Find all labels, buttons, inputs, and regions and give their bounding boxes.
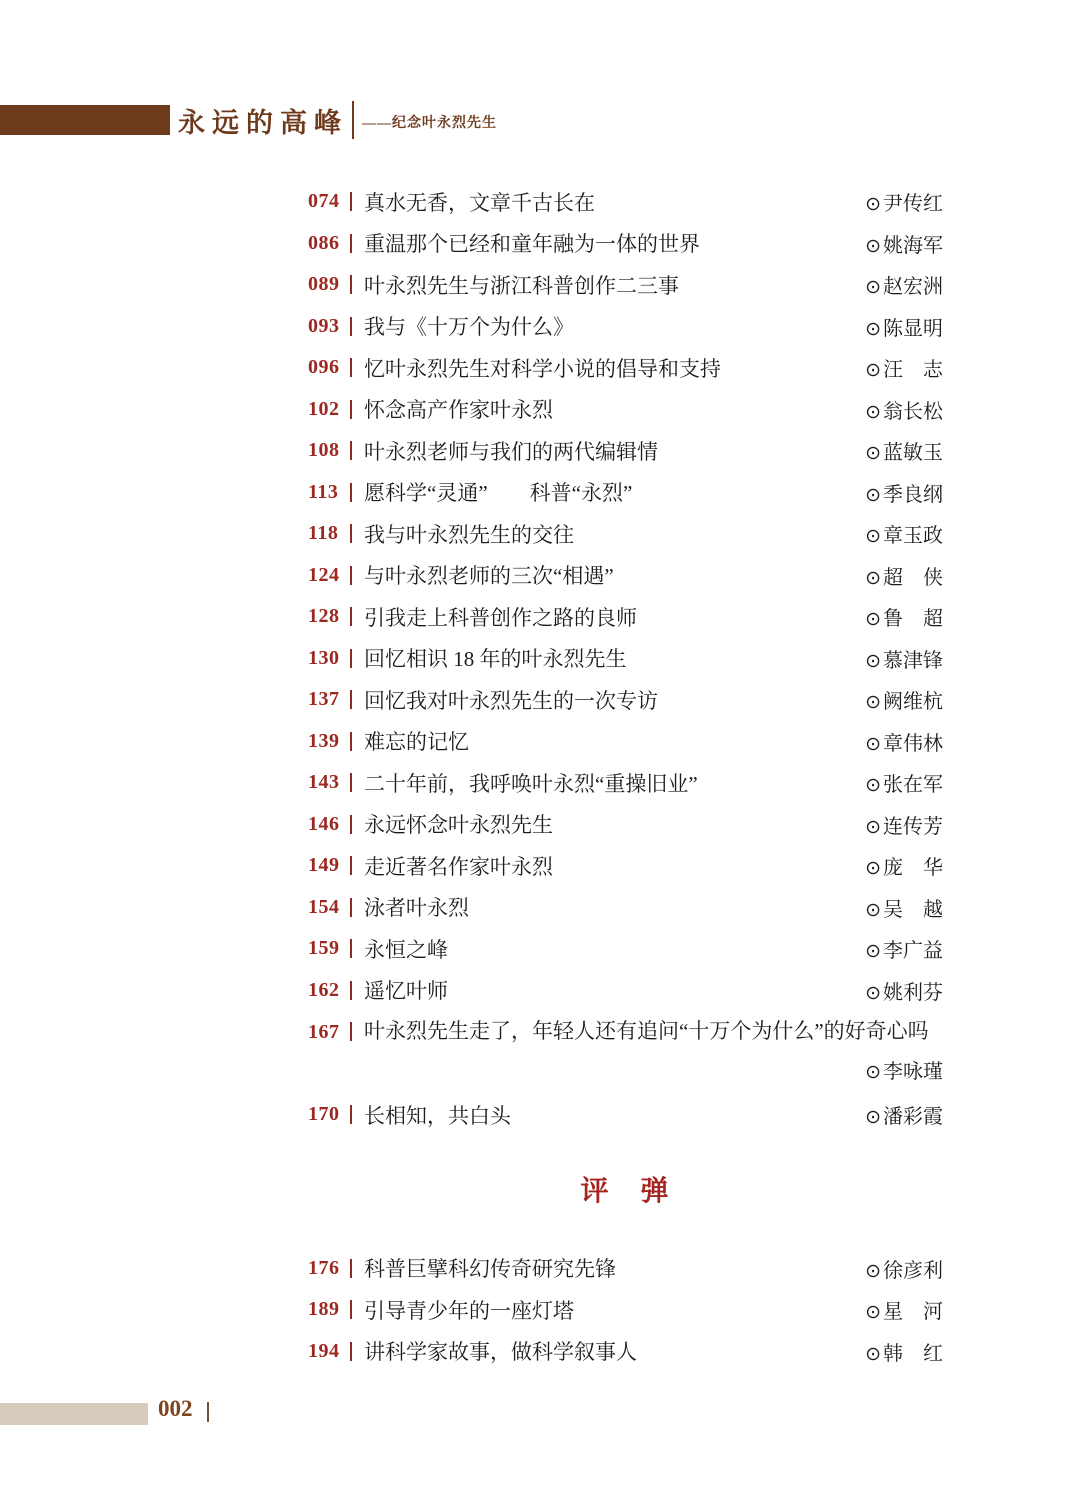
- toc-number-divider: [350, 607, 352, 626]
- toc-entry-title: 永恒之峰: [364, 937, 448, 962]
- toc-author: [865, 187, 943, 216]
- toc-entry: [308, 1248, 943, 1290]
- toc-number-divider: [350, 773, 352, 792]
- author-bullet-icon: ⊙: [865, 775, 881, 797]
- toc-entry-title: 真水无香，文章千古长在: [364, 190, 595, 215]
- toc-author: [865, 1061, 943, 1083]
- toc-author: [865, 768, 943, 797]
- toc-author-name: 陈显明: [883, 317, 943, 340]
- toc-entry-line: [308, 1331, 943, 1373]
- header-accent-bar: [0, 105, 170, 135]
- toc-entry-title: 走近著名作家叶永烈: [364, 854, 553, 879]
- toc-author-name: 阙维杭: [883, 691, 943, 714]
- toc-entry: [308, 928, 943, 970]
- toc-entry-line: [308, 679, 943, 721]
- toc-group-2: [308, 1248, 943, 1373]
- toc-author: [865, 395, 943, 424]
- toc-page-number: 149: [308, 854, 340, 877]
- toc-author: [865, 810, 943, 839]
- footer-divider: [207, 1402, 209, 1422]
- toc-number-divider: [350, 1259, 352, 1278]
- toc-entry-title: 我与《十万个为什么》: [364, 315, 574, 340]
- toc-number-divider: [350, 483, 352, 502]
- toc-entry: [308, 1289, 943, 1331]
- toc-entry: [308, 1011, 943, 1094]
- toc-entry-line: [308, 181, 943, 223]
- toc-entry: [308, 347, 943, 389]
- toc-entry-title: 叶永烈先生与浙江科普创作二三事: [364, 273, 679, 298]
- table-of-contents: [308, 181, 943, 1372]
- toc-number-divider: [350, 732, 352, 751]
- toc-entry-line: [308, 887, 943, 929]
- author-bullet-icon: ⊙: [865, 650, 881, 672]
- toc-entry-line: [308, 1011, 943, 1055]
- author-bullet-icon: ⊙: [865, 899, 881, 921]
- toc-number-divider: [350, 275, 352, 294]
- toc-author: [865, 851, 943, 880]
- toc-author-name: 庞 华: [883, 857, 943, 880]
- toc-entry-title: 遥忆叶师: [364, 979, 448, 1004]
- toc-number-divider: [350, 192, 352, 211]
- toc-page-number: 143: [308, 771, 340, 794]
- author-bullet-icon: ⊙: [865, 941, 881, 963]
- toc-entry-title: 难忘的记忆: [364, 730, 469, 755]
- toc-author: [865, 976, 943, 1005]
- toc-author-name: 张在军: [883, 774, 943, 797]
- toc-number-divider: [350, 856, 352, 875]
- toc-page-number: 124: [308, 563, 340, 586]
- toc-author-name: 星 河: [883, 1301, 943, 1324]
- toc-page-number: 089: [308, 273, 340, 296]
- section-heading-pingtan: 评 弹: [580, 1173, 671, 1207]
- toc-number-divider: [350, 234, 352, 253]
- toc-author-name: 汪 志: [883, 359, 943, 382]
- toc-author: [865, 644, 943, 673]
- toc-entry-title: 忆叶永烈先生对科学小说的倡导和支持: [364, 356, 721, 381]
- author-bullet-icon: ⊙: [865, 733, 881, 755]
- toc-entry: [308, 721, 943, 763]
- toc-page-number: 154: [308, 895, 340, 918]
- toc-entry-title: 与叶永烈老师的三次“相遇”: [364, 564, 614, 589]
- toc-author-name: 季良纲: [883, 483, 943, 506]
- toc-entry-title: 科普巨擘科幻传奇研究先锋: [364, 1257, 616, 1282]
- author-bullet-icon: ⊙: [865, 526, 881, 548]
- author-bullet-icon: ⊙: [865, 484, 881, 506]
- toc-entry-line: [308, 721, 943, 763]
- toc-entry-title: 重温那个已经和童年融为一体的世界: [364, 232, 700, 257]
- toc-author-name: 姚海军: [883, 234, 943, 257]
- toc-number-divider: [350, 1342, 352, 1361]
- toc-entry-title: 引导青少年的一座灯塔: [364, 1298, 574, 1323]
- toc-entry-title: 长相知，共白头: [364, 1103, 511, 1128]
- toc-entry-line: [308, 347, 943, 389]
- toc-author-line: [865, 1052, 943, 1095]
- toc-page-number: 130: [308, 646, 340, 669]
- toc-author-name: 李广益: [883, 940, 943, 963]
- toc-page-number: 176: [308, 1256, 340, 1279]
- toc-entry: [308, 804, 943, 846]
- toc-entry: [308, 389, 943, 431]
- toc-page-number: 189: [308, 1298, 340, 1321]
- toc-number-divider: [350, 815, 352, 834]
- toc-entry: [308, 762, 943, 804]
- toc-author: [865, 1337, 943, 1366]
- toc-entry: [308, 1331, 943, 1373]
- toc-entry: [308, 513, 943, 555]
- toc-group-1: [308, 181, 943, 1136]
- toc-entry-title: 二十年前，我呼唤叶永烈“重操旧业”: [364, 771, 698, 796]
- toc-entry-line: [308, 970, 943, 1012]
- toc-page-number: 167: [308, 1021, 340, 1043]
- toc-author-name: 吴 越: [883, 898, 943, 921]
- toc-author: [865, 561, 943, 590]
- toc-entry: [308, 1094, 943, 1136]
- toc-entry: [308, 555, 943, 597]
- toc-author: [865, 1100, 943, 1129]
- toc-entry-title: 永远怀念叶永烈先生: [364, 813, 553, 838]
- toc-entry: [308, 306, 943, 348]
- toc-author-name: 鲁 超: [883, 608, 943, 631]
- toc-number-divider: [350, 317, 352, 336]
- author-bullet-icon: ⊙: [865, 1343, 881, 1365]
- toc-entry-title: 回忆我对叶永烈先生的一次专访: [364, 688, 658, 713]
- toc-entry-line: [308, 555, 943, 597]
- toc-author: [865, 229, 943, 258]
- toc-entry-line: [308, 1289, 943, 1331]
- author-bullet-icon: ⊙: [865, 1107, 881, 1129]
- toc-page-number: 108: [308, 439, 340, 462]
- author-bullet-icon: ⊙: [865, 235, 881, 257]
- toc-entry: [308, 679, 943, 721]
- toc-page-number: 137: [308, 688, 340, 711]
- toc-entry: [308, 638, 943, 680]
- author-bullet-icon: ⊙: [865, 1061, 881, 1083]
- toc-entry-line: [308, 638, 943, 680]
- toc-number-divider: [350, 1022, 352, 1041]
- toc-page-number: 139: [308, 729, 340, 752]
- toc-entry-line: [308, 762, 943, 804]
- toc-author: [865, 685, 943, 714]
- toc-entry: [308, 845, 943, 887]
- toc-author-name: 尹传红: [883, 193, 943, 216]
- author-bullet-icon: ⊙: [865, 1302, 881, 1324]
- toc-author-name: 韩 红: [883, 1342, 943, 1365]
- toc-page-number: 096: [308, 356, 340, 379]
- toc-entry-line: [308, 804, 943, 846]
- toc-number-divider: [350, 1105, 352, 1124]
- toc-number-divider: [350, 939, 352, 958]
- toc-author: [865, 893, 943, 922]
- toc-number-divider: [350, 649, 352, 668]
- toc-entry: [308, 472, 943, 514]
- toc-page-number: 170: [308, 1103, 340, 1126]
- toc-page-number: 086: [308, 231, 340, 254]
- toc-author: [865, 436, 943, 465]
- toc-entry: [308, 264, 943, 306]
- author-bullet-icon: ⊙: [865, 194, 881, 216]
- author-bullet-icon: ⊙: [865, 318, 881, 340]
- author-bullet-icon: ⊙: [865, 858, 881, 880]
- toc-author-name: 姚利芬: [883, 981, 943, 1004]
- author-bullet-icon: ⊙: [865, 567, 881, 589]
- toc-entry-line: [308, 264, 943, 306]
- toc-entry-title: 怀念高产作家叶永烈: [364, 398, 553, 423]
- footer-accent-bar: [0, 1403, 148, 1425]
- toc-entry: [308, 970, 943, 1012]
- book-title: 永远的高峰: [178, 107, 348, 139]
- toc-entry-line: [308, 513, 943, 555]
- toc-author: [865, 1295, 943, 1324]
- toc-author: [865, 934, 943, 963]
- toc-entry-title: 我与叶永烈先生的交往: [364, 522, 574, 547]
- toc-entry-line: [308, 1248, 943, 1290]
- toc-entry-line: [308, 472, 943, 514]
- toc-page-number: 113: [308, 480, 339, 503]
- toc-entry-line: [308, 928, 943, 970]
- author-bullet-icon: ⊙: [865, 816, 881, 838]
- toc-author: [865, 1254, 943, 1283]
- toc-number-divider: [350, 898, 352, 917]
- page-footer: [0, 1396, 1080, 1432]
- toc-author: [865, 478, 943, 507]
- toc-author-name: 超 侠: [883, 566, 943, 589]
- author-bullet-icon: ⊙: [865, 360, 881, 382]
- toc-author-name: 翁长松: [883, 400, 943, 423]
- toc-entry-title: 泳者叶永烈: [364, 896, 469, 921]
- toc-number-divider: [350, 400, 352, 419]
- toc-entry-line: [308, 389, 943, 431]
- toc-entry-title: 讲科学家故事，做科学叙事人: [364, 1340, 637, 1365]
- toc-page-number: 162: [308, 978, 340, 1001]
- toc-entry: [308, 181, 943, 223]
- toc-page-number: 093: [308, 314, 340, 337]
- toc-author: [865, 312, 943, 341]
- toc-number-divider: [350, 981, 352, 1000]
- toc-entry: [308, 430, 943, 472]
- folio-page-number: 002: [158, 1396, 193, 1421]
- toc-entry-line: [308, 845, 943, 887]
- toc-page-number: 194: [308, 1339, 340, 1362]
- toc-page-number: 102: [308, 397, 340, 420]
- toc-page-number: 118: [308, 522, 339, 545]
- toc-number-divider: [350, 690, 352, 709]
- toc-author-name: 慕津锋: [883, 649, 943, 672]
- author-bullet-icon: ⊙: [865, 609, 881, 631]
- header-divider: [352, 101, 354, 139]
- running-head: [0, 98, 1080, 142]
- toc-entry-title: 愿科学“灵通” 科普“永烈”: [364, 481, 633, 506]
- toc-author-name: 李咏瑾: [883, 1060, 943, 1083]
- toc-entry-title: 叶永烈先生走了，年轻人还有追问“十万个为什么”的好奇心吗: [364, 1019, 929, 1043]
- toc-page-number: 128: [308, 605, 340, 628]
- toc-number-divider: [350, 566, 352, 585]
- toc-entry: [308, 596, 943, 638]
- toc-author: [865, 353, 943, 382]
- author-bullet-icon: ⊙: [865, 982, 881, 1004]
- author-bullet-icon: ⊙: [865, 1260, 881, 1282]
- toc-number-divider: [350, 441, 352, 460]
- toc-entry-line: [308, 223, 943, 265]
- toc-author-name: 章伟林: [883, 732, 943, 755]
- toc-entry-line: [308, 596, 943, 638]
- toc-author-name: 蓝敏玉: [883, 442, 943, 465]
- toc-entry-title: 叶永烈老师与我们的两代编辑情: [364, 439, 658, 464]
- author-bullet-icon: ⊙: [865, 692, 881, 714]
- book-subtitle: ——纪念叶永烈先生: [362, 116, 497, 131]
- toc-entry-title: 回忆相识 18 年的叶永烈先生: [364, 647, 627, 672]
- toc-entry-line: [308, 1094, 943, 1136]
- toc-author: [865, 519, 943, 548]
- author-bullet-icon: ⊙: [865, 401, 881, 423]
- toc-author: [865, 602, 943, 631]
- toc-author: [865, 270, 943, 299]
- toc-author-name: 连传芳: [883, 815, 943, 838]
- toc-entry: [308, 887, 943, 929]
- toc-page-number: 159: [308, 937, 340, 960]
- toc-page-number: 074: [308, 190, 340, 213]
- toc-entry-title: 引我走上科普创作之路的良师: [364, 605, 637, 630]
- author-bullet-icon: ⊙: [865, 277, 881, 299]
- toc-author-name: 赵宏洲: [883, 276, 943, 299]
- toc-author-name: 徐彦利: [883, 1259, 943, 1282]
- toc-entry: [308, 223, 943, 265]
- toc-number-divider: [350, 524, 352, 543]
- toc-number-divider: [350, 1300, 352, 1319]
- toc-author-name: 潘彩霞: [883, 1106, 943, 1129]
- toc-entry-line: [308, 306, 943, 348]
- toc-entry-line: [308, 430, 943, 472]
- author-bullet-icon: ⊙: [865, 443, 881, 465]
- toc-page-number: 146: [308, 812, 340, 835]
- toc-author-name: 章玉政: [883, 525, 943, 548]
- toc-number-divider: [350, 358, 352, 377]
- toc-author: [865, 727, 943, 756]
